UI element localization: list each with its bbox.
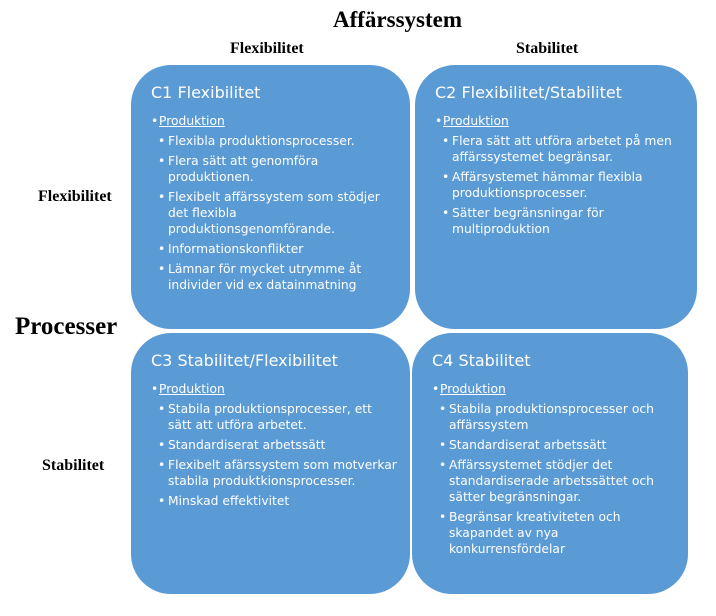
row-axis-title: Processer <box>15 313 118 340</box>
list-item-text: Standardiserat arbetssätt <box>168 438 326 452</box>
bullet-icon: • <box>158 402 166 416</box>
bullet-icon: • <box>439 402 447 416</box>
quadrant-title: C3 Stabilitet/Flexibilitet <box>151 351 338 370</box>
quadrant-title: C1 Flexibilitet <box>151 83 261 102</box>
list-item <box>435 133 685 165</box>
list-item-text: Affärsystemet hämmar flexibla produktionsprocesser. <box>452 170 643 200</box>
quadrant-c3 <box>129 331 412 596</box>
list-item-text: Flexibelt afärssystem som motverkar stabila produktkionsprocesser. <box>168 458 397 488</box>
list-heading <box>435 113 685 129</box>
list-heading <box>432 381 676 397</box>
quadrant-bullet-list <box>435 113 685 241</box>
quadrant-c1 <box>129 63 412 331</box>
list-item <box>435 169 685 201</box>
bullet-icon: • <box>439 458 447 472</box>
list-item <box>151 437 398 453</box>
list-item-text: Begränsar kreativiteten och skapandet av nya konkurrensfördelar <box>449 510 621 556</box>
list-item <box>151 261 398 293</box>
quadrant-bullet-list <box>432 381 676 561</box>
bullet-icon: • <box>442 206 450 220</box>
column-header-flexibilitet: Flexibilitet <box>230 40 304 57</box>
list-item <box>151 401 398 433</box>
list-item-text: Lämnar för mycket utrymme åt individer vid ex datainmatning <box>168 262 362 292</box>
quadrant-title: C4 Stabilitet <box>432 351 531 370</box>
bullet-icon: • <box>442 170 450 184</box>
bullet-icon: • <box>158 134 166 148</box>
list-heading-label: Produktion <box>443 114 509 128</box>
list-item-text: Standardiserat arbetssätt <box>449 438 607 452</box>
quadrant-c4 <box>410 331 690 596</box>
list-item-text: Stabila produktionsprocesser, ett sätt att utföra arbetet. <box>168 402 372 432</box>
list-item-text: Flexibla produktionsprocesser. <box>168 134 355 148</box>
list-item <box>151 457 398 489</box>
list-heading-label: Produktion <box>440 382 506 396</box>
list-item <box>432 401 676 433</box>
list-item <box>435 205 685 237</box>
quadrant-bullet-list <box>151 381 398 513</box>
list-item <box>432 457 676 505</box>
list-heading <box>151 381 398 397</box>
list-item <box>151 241 398 257</box>
bullet-icon: • <box>158 262 166 276</box>
list-item-text: Flera sätt att utföra arbetet på men affärssystemet begränsar. <box>452 134 672 164</box>
list-item-text: Affärssystemet stödjer det standardiserade arbetssättet och sätter begränsningar. <box>449 458 654 504</box>
row-header-flexibilitet: Flexibilitet <box>38 188 112 205</box>
bullet-icon: • <box>151 114 159 128</box>
list-item <box>432 509 676 557</box>
quadrant-c2 <box>413 63 699 331</box>
bullet-icon: • <box>432 382 440 396</box>
list-item-text: Stabila produktionsprocesser och affärssystem <box>449 402 654 432</box>
bullet-icon: • <box>439 438 447 452</box>
bullet-icon: • <box>158 154 166 168</box>
list-item <box>151 133 398 149</box>
bullet-icon: • <box>151 382 159 396</box>
bullet-icon: • <box>435 114 443 128</box>
list-heading-label: Produktion <box>159 114 225 128</box>
quadrant-title: C2 Flexibilitet/Stabilitet <box>435 83 622 102</box>
list-item-text: Informationskonflikter <box>168 242 304 256</box>
bullet-icon: • <box>439 510 447 524</box>
bullet-icon: • <box>158 494 166 508</box>
row-header-stabilitet: Stabilitet <box>42 457 105 474</box>
list-item-text: Sätter begränsningar för multiproduktion <box>452 206 604 236</box>
diagram-title: Affärssystem <box>333 7 463 32</box>
bullet-icon: • <box>158 458 166 472</box>
list-item-text: Flera sätt att genomföra produktionen. <box>168 154 319 184</box>
list-heading <box>151 113 398 129</box>
list-item <box>432 437 676 453</box>
list-item <box>151 189 398 237</box>
list-heading-label: Produktion <box>159 382 225 396</box>
list-item-text: Flexibelt affärssystem som stödjer det flexibla produktionsgenomförande. <box>168 190 380 236</box>
list-item-text: Minskad effektivitet <box>168 494 290 508</box>
column-header-stabilitet: Stabilitet <box>516 40 579 57</box>
bullet-icon: • <box>158 190 166 204</box>
list-item <box>151 153 398 185</box>
bullet-icon: • <box>158 242 166 256</box>
bullet-icon: • <box>442 134 450 148</box>
quadrant-bullet-list <box>151 113 398 297</box>
list-item <box>151 493 398 509</box>
bullet-icon: • <box>158 438 166 452</box>
